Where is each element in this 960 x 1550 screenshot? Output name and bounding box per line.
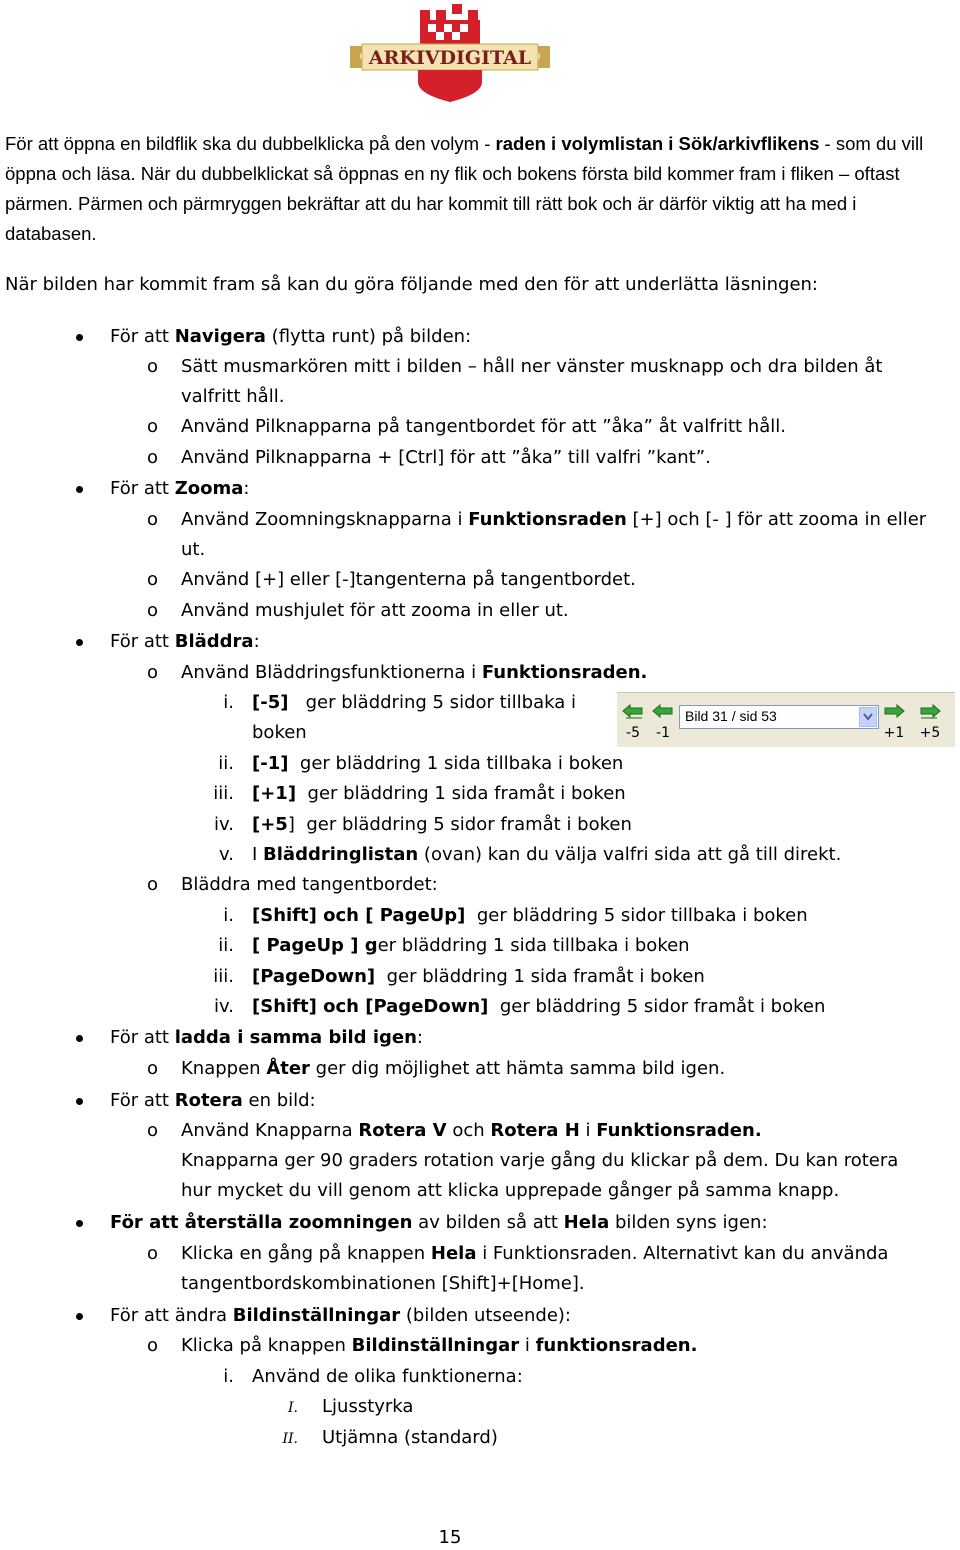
back-5-button[interactable]: -5	[618, 695, 648, 743]
list-number: iii.	[213, 783, 234, 804]
sub-bullet-icon: o	[147, 600, 159, 621]
numbered-item: [-5] ger bläddring 5 sidor tillbaka i	[252, 692, 577, 713]
sub-item: Använd Bläddringsfunktionerna i Funktionsraden.	[181, 662, 648, 683]
numbered-item: [Shift] och [PageDown] ger bläddring 5 sidor framåt i boken	[252, 996, 826, 1017]
arkivdigital-logo	[350, 2, 550, 102]
sub-item: Använd Knapparna Rotera V och Rotera H i Funktionsraden.	[181, 1120, 762, 1141]
bullet-icon	[76, 1220, 83, 1227]
numbered-item: Använd de olika funktionerna:	[252, 1366, 523, 1387]
numbered-item: I Bläddringlistan (ovan) kan du välja valfri sida att gå till direkt.	[252, 844, 842, 865]
page-select-value: Bild 31 / sid 53	[685, 708, 777, 724]
logo-text: ARKIVDIGITAL	[368, 47, 532, 69]
back-1-button[interactable]: -1	[648, 695, 678, 743]
numbered-item: [Shift] och [ PageUp] ger bläddring 5 sidor tillbaka i boken	[252, 905, 808, 926]
list-number: iv.	[214, 814, 234, 835]
arrow-left-icon	[651, 703, 675, 719]
forward-5-button[interactable]: +5	[915, 695, 945, 743]
sub-item: Använd Pilknapparna på tangentbordet för att ”åka” åt valfritt håll.	[181, 416, 786, 437]
sub-bullet-icon: o	[147, 509, 159, 530]
list-item-reload: För att ladda i samma bild igen:	[110, 1027, 423, 1048]
sub-bullet-icon: o	[147, 662, 159, 683]
intro-paragraph-1: För att öppna en bildflik ska du dubbelklicka på den volym - raden i volymlistan i Sök/arkivflikens - som du vill öppna och läsa. När du dubbelklickat så öppnas en ny flik och bokens första bild kommer fram i fliken – oftast pärmen. Pärmen och pärmryggen bekräftar att du har kommit till rätt bok och är därför viktig att ha med i databasen.	[5, 133, 924, 244]
sub-item-cont: hur mycket du vill genom att klicka upprepade gånger på samma knapp.	[181, 1180, 840, 1201]
sub-item: Klicka en gång på knappen Hela i Funktionsraden. Alternativt kan du använda	[181, 1243, 889, 1264]
list-number: ii.	[218, 935, 234, 956]
roman-number: I.	[288, 1400, 298, 1416]
list-item-image-settings: För att ändra Bildinställningar (bilden utseende):	[110, 1305, 571, 1326]
numbered-item-cont: boken	[252, 722, 307, 743]
list-item-reset-zoom: För att återställa zoomningen av bilden så att Hela bilden syns igen:	[110, 1212, 768, 1233]
sub-item: Klicka på knappen Bildinställningar i funktionsraden.	[181, 1335, 698, 1356]
intro-paragraph-2: När bilden har kommit fram så kan du göra följande med den för att underlätta läsningen:	[5, 274, 818, 295]
sub-item-cont: valfritt håll.	[181, 386, 285, 407]
bullet-icon	[76, 486, 83, 493]
sub-bullet-icon: o	[147, 447, 159, 468]
list-number: i.	[223, 905, 234, 926]
sub-bullet-icon: o	[147, 356, 159, 377]
list-item-rotate: För att Rotera en bild:	[110, 1090, 316, 1111]
roman-item: Utjämna (standard)	[322, 1427, 498, 1448]
double-arrow-right-icon	[918, 703, 942, 719]
bullet-icon	[76, 334, 83, 341]
list-number: i.	[223, 1366, 234, 1387]
sub-item: Knappen Åter ger dig möjlighet att hämta samma bild igen.	[181, 1058, 726, 1079]
list-number: i.	[223, 692, 234, 713]
numbered-item: [ PageUp ] ger bläddring 1 sida tillbaka i boken	[252, 935, 690, 956]
bullet-icon	[76, 1313, 83, 1320]
sub-item-cont: ut.	[181, 539, 206, 560]
roman-number: II.	[282, 1431, 298, 1447]
page-number: 15	[438, 1527, 462, 1548]
sub-bullet-icon: o	[147, 1058, 159, 1079]
sub-item: Bläddra med tangentbordet:	[181, 874, 438, 895]
sub-bullet-icon: o	[147, 1120, 159, 1141]
forward-1-button[interactable]: +1	[879, 695, 909, 743]
list-number: v.	[219, 844, 234, 865]
sub-item: Använd Zoomningsknapparna i Funktionsraden [+] och [- ] för att zooma in eller	[181, 509, 927, 530]
double-arrow-left-icon	[621, 703, 645, 719]
bullet-icon	[76, 639, 83, 646]
sub-item: Använd [+] eller [-]tangenterna på tangentbordet.	[181, 569, 636, 590]
bullet-icon	[76, 1098, 83, 1105]
sub-item: Använd Pilknapparna + [Ctrl] för att ”åka” till valfri ”kant”.	[181, 447, 711, 468]
list-number: iii.	[213, 966, 234, 987]
sub-bullet-icon: o	[147, 569, 159, 590]
list-item-zoom: För att Zooma:	[110, 478, 250, 499]
sub-bullet-icon: o	[147, 874, 159, 895]
sub-bullet-icon: o	[147, 1243, 159, 1264]
numbered-item: [+5] ger bläddring 5 sidor framåt i boken	[252, 814, 632, 835]
roman-item: Ljusstyrka	[322, 1396, 414, 1417]
list-item-browse: För att Bläddra:	[110, 631, 260, 652]
sub-item: Använd mushjulet för att zooma in eller ut.	[181, 600, 569, 621]
sub-item: Sätt musmarkören mitt i bilden – håll ner vänster musknapp och dra bilden åt	[181, 356, 883, 377]
sub-bullet-icon: o	[147, 1335, 159, 1356]
list-item-navigate: För att Navigera (flytta runt) på bilden:	[110, 326, 472, 347]
sub-item-cont: Knapparna ger 90 graders rotation varje gång du klickar på dem. Du kan rotera	[181, 1150, 899, 1171]
page-select[interactable]	[679, 705, 879, 729]
sub-bullet-icon: o	[147, 416, 159, 437]
list-number: ii.	[218, 753, 234, 774]
list-number: iv.	[214, 996, 234, 1017]
sub-item-cont: tangentbordskombinationen [Shift]+[Home].	[181, 1273, 585, 1294]
chevron-down-icon[interactable]	[859, 707, 877, 727]
numbered-item: [PageDown] ger bläddring 1 sida framåt i boken	[252, 966, 705, 987]
bullet-icon	[76, 1035, 83, 1042]
browse-toolbar	[617, 692, 955, 747]
arrow-right-icon	[882, 703, 906, 719]
numbered-item: [-1] ger bläddring 1 sida tillbaka i boken	[252, 753, 624, 774]
numbered-item: [+1] ger bläddring 1 sida framåt i boken	[252, 783, 626, 804]
